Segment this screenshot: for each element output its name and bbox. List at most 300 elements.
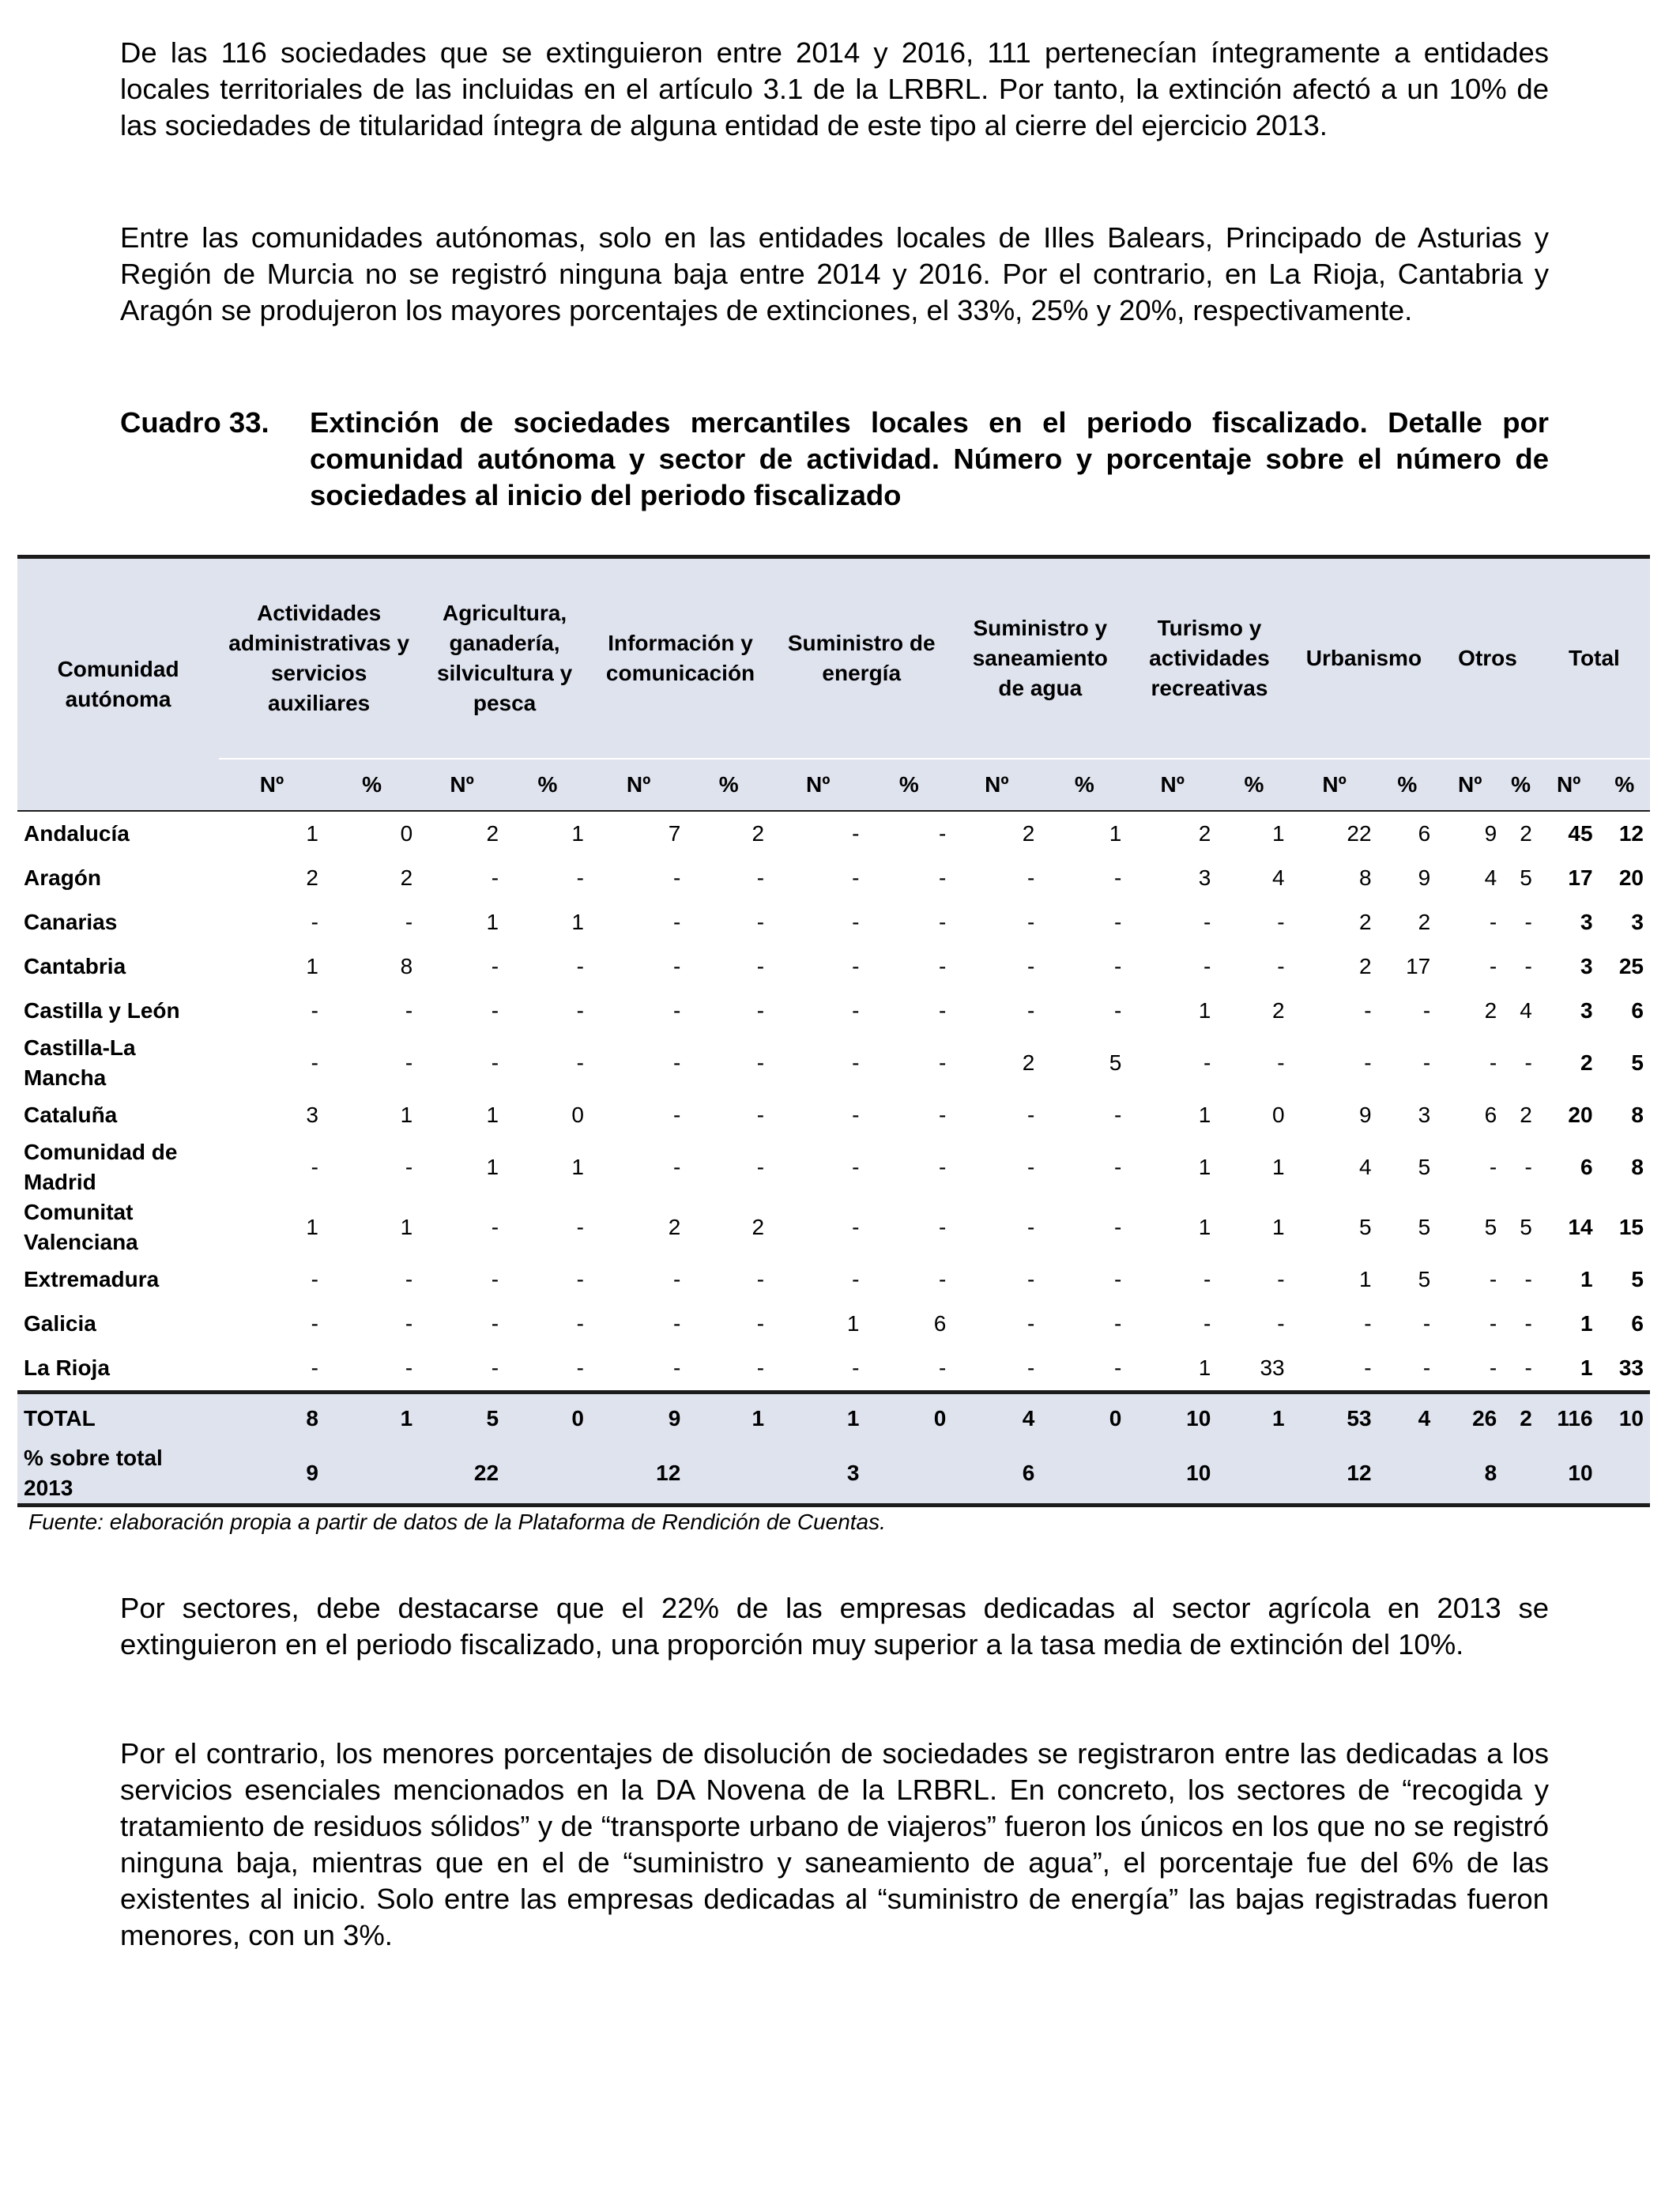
cell-percent xyxy=(1041,1443,1128,1506)
cell-percent: - xyxy=(756,1050,765,1075)
cell-count: 9 xyxy=(590,1393,687,1444)
cell-percent: - xyxy=(1113,910,1122,934)
cell-percent: - xyxy=(405,1050,413,1075)
cell-count: - xyxy=(1027,1215,1035,1239)
row-label: Comunitat Valenciana xyxy=(24,1200,138,1254)
cell-count: - xyxy=(311,1155,318,1179)
cell-count: 8 xyxy=(1358,865,1372,890)
cell-percent: - xyxy=(1113,1355,1122,1380)
cell-percent: - xyxy=(939,954,947,978)
cell-count: - xyxy=(491,865,499,890)
cell-count: - xyxy=(672,1050,681,1075)
cell-percent: 5 xyxy=(1631,1267,1644,1291)
cell-count: - xyxy=(1203,910,1211,934)
cell-count: - xyxy=(311,1311,318,1336)
table-row xyxy=(17,1346,1650,1393)
header-row-sub xyxy=(17,759,1650,811)
cell-count: 5 xyxy=(419,1393,505,1444)
cell-count: 12 xyxy=(1291,1443,1378,1506)
cell-count: - xyxy=(852,1267,860,1291)
sub-header-n: Nº xyxy=(419,759,505,811)
cell-count: - xyxy=(1489,1050,1497,1075)
cell-count: - xyxy=(852,1355,860,1380)
cell-percent: - xyxy=(1422,1355,1431,1380)
cell-percent xyxy=(1378,1443,1437,1506)
cell-count: 1 xyxy=(1198,1103,1211,1127)
cell-percent: - xyxy=(756,1103,765,1127)
cell-count: 1 xyxy=(1358,1267,1372,1291)
cell-count: - xyxy=(672,1267,681,1291)
cell-percent: - xyxy=(1277,1267,1285,1291)
cell-percent: - xyxy=(756,1267,765,1291)
cell-count: 116 xyxy=(1539,1393,1599,1444)
cell-percent: - xyxy=(939,1050,947,1075)
cell-count: - xyxy=(672,998,681,1023)
cell-count: 2 xyxy=(1358,910,1372,934)
cell-count: 3 xyxy=(770,1443,865,1506)
row-label: Extremadura xyxy=(24,1267,160,1291)
cell-percent: 1 xyxy=(505,811,590,856)
cell-percent xyxy=(1599,1443,1650,1506)
cell-percent: 5 xyxy=(1418,1155,1431,1179)
cell-percent: - xyxy=(576,1355,584,1380)
cell-percent: - xyxy=(756,910,765,934)
row-label: La Rioja xyxy=(24,1355,110,1380)
cell-count: 26 xyxy=(1437,1393,1503,1444)
row-label: Castilla y León xyxy=(24,998,180,1023)
cell-percent xyxy=(865,1443,952,1506)
cell-percent: 5 xyxy=(1109,1050,1122,1075)
cell-percent: 1 xyxy=(1272,1215,1285,1239)
cell-percent: - xyxy=(939,865,947,890)
row-label: Cataluña xyxy=(24,1103,118,1127)
sub-header-pct: % xyxy=(1503,759,1539,811)
cell-count: - xyxy=(491,1355,499,1380)
header-group: Otros xyxy=(1437,557,1539,760)
table-total-row xyxy=(17,1443,1650,1506)
cell-percent: 17 xyxy=(1406,954,1431,978)
cell-count: - xyxy=(852,1050,860,1075)
cell-percent: - xyxy=(939,1355,947,1380)
cell-percent: 6 xyxy=(933,1311,947,1336)
sub-header-n: Nº xyxy=(1291,759,1378,811)
cell-count: 2 xyxy=(1022,1050,1035,1075)
cell-count: 8 xyxy=(1437,1443,1503,1506)
sub-header-pct: % xyxy=(1599,759,1650,811)
cell-count: - xyxy=(852,910,860,934)
cell-count: - xyxy=(672,865,681,890)
cell-count: - xyxy=(1203,954,1211,978)
cell-percent xyxy=(325,1443,419,1506)
cell-percent: - xyxy=(756,998,765,1023)
cell-percent: 10 xyxy=(1599,1393,1650,1444)
cell-count: - xyxy=(491,1267,499,1291)
cell-percent: 3 xyxy=(1418,1103,1431,1127)
cell-percent: 2 xyxy=(400,865,413,890)
cell-count: 45 xyxy=(1539,811,1599,856)
cell-count: - xyxy=(1203,1311,1211,1336)
cell-percent: 8 xyxy=(1631,1103,1644,1127)
cell-percent: - xyxy=(1524,1155,1532,1179)
paragraph-3: Por sectores, debe destacarse que el 22% de las empresas dedicadas al sector agrícola en 2013 se extinguieron en el periodo fiscalizado, una proporción muy superior a la tasa media de extinción del 10%. xyxy=(120,1592,1549,1661)
cell-count: - xyxy=(1364,1050,1372,1075)
cell-count: - xyxy=(311,998,318,1023)
cell-percent: 33 xyxy=(1260,1355,1285,1380)
cell-count: 1 xyxy=(1198,1355,1211,1380)
cell-percent: - xyxy=(576,1050,584,1075)
cell-count: 5 xyxy=(1358,1215,1372,1239)
cell-count: 2 xyxy=(1484,998,1497,1023)
sub-header-n: Nº xyxy=(1128,759,1217,811)
cell-percent: - xyxy=(1524,910,1532,934)
cell-count: 2 xyxy=(419,811,505,856)
cell-percent: 8 xyxy=(400,954,413,978)
cell-count: 53 xyxy=(1291,1393,1378,1444)
cell-percent: - xyxy=(405,1267,413,1291)
cell-percent: 0 xyxy=(1272,1103,1285,1127)
cell-percent: 4 xyxy=(1520,998,1532,1023)
cell-percent: - xyxy=(405,1355,413,1380)
cell-count: - xyxy=(491,1311,499,1336)
sub-header-pct: % xyxy=(687,759,770,811)
cell-percent: - xyxy=(576,998,584,1023)
table-row xyxy=(17,1033,1650,1093)
row-label: Aragón xyxy=(24,865,101,890)
cell-count: - xyxy=(1027,865,1035,890)
cell-percent: 1 xyxy=(1217,1393,1290,1444)
cell-percent: - xyxy=(1113,865,1122,890)
cell-count: 1 xyxy=(1580,1355,1593,1380)
cell-percent: - xyxy=(576,1311,584,1336)
cell-percent: - xyxy=(1277,954,1285,978)
row-label: Castilla-La Mancha xyxy=(24,1035,136,1090)
cell-percent: - xyxy=(1277,1050,1285,1075)
cell-percent: 1 xyxy=(400,1103,413,1127)
header-group: Suministro y saneamiento de agua xyxy=(952,557,1128,760)
cell-percent: - xyxy=(405,1155,413,1179)
cell-count: 8 xyxy=(219,1393,325,1444)
header-group: Suministro de energía xyxy=(770,557,952,760)
cell-count: 3 xyxy=(1580,954,1593,978)
cell-percent: 1 xyxy=(400,1215,413,1239)
cell-percent: - xyxy=(405,1311,413,1336)
cell-percent: - xyxy=(405,910,413,934)
cell-percent: 8 xyxy=(1631,1155,1644,1179)
cell-percent: - xyxy=(756,865,765,890)
cell-count: - xyxy=(311,910,318,934)
cell-count: 1 xyxy=(1198,998,1211,1023)
cell-percent: 5 xyxy=(1418,1215,1431,1239)
table-row xyxy=(17,1137,1650,1197)
cell-percent: - xyxy=(865,811,952,856)
cell-percent: 5 xyxy=(1520,865,1532,890)
table-row xyxy=(17,1197,1650,1257)
cell-percent: 0 xyxy=(571,1103,584,1127)
cell-count: - xyxy=(852,954,860,978)
row-label: TOTAL xyxy=(17,1393,219,1444)
cell-percent: 5 xyxy=(1520,1215,1532,1239)
cell-count: 6 xyxy=(1580,1155,1593,1179)
cell-count: 14 xyxy=(1568,1215,1593,1239)
cell-count: - xyxy=(1027,910,1035,934)
cell-count: - xyxy=(491,954,499,978)
cell-percent: - xyxy=(939,1103,947,1127)
cell-count: 3 xyxy=(1198,865,1211,890)
table-row xyxy=(17,1302,1650,1346)
row-label: Cantabria xyxy=(24,954,126,978)
cell-count: - xyxy=(1027,954,1035,978)
cell-percent: 2 xyxy=(1503,811,1539,856)
sub-header-n: Nº xyxy=(590,759,687,811)
cell-count: - xyxy=(1364,1311,1372,1336)
cell-count: - xyxy=(1027,1311,1035,1336)
cell-count: 3 xyxy=(306,1103,318,1127)
cell-percent: - xyxy=(576,954,584,978)
cell-percent: 1 xyxy=(1217,811,1290,856)
cell-percent: - xyxy=(1422,998,1431,1023)
header-comunidad: Comunidad autónoma xyxy=(17,557,219,812)
cell-count: - xyxy=(672,910,681,934)
sub-header-n: Nº xyxy=(1437,759,1503,811)
cell-count: - xyxy=(852,1215,860,1239)
cell-count: - xyxy=(852,865,860,890)
cell-count: - xyxy=(1489,1355,1497,1380)
cell-count: - xyxy=(1489,910,1497,934)
sub-header-n: Nº xyxy=(219,759,325,811)
cell-count: - xyxy=(672,1103,681,1127)
cell-percent: - xyxy=(1113,1311,1122,1336)
cell-count: 1 xyxy=(219,811,325,856)
cell-count: - xyxy=(852,1103,860,1127)
row-label: % sobre total 2013 xyxy=(17,1443,219,1506)
header-group: Información y comunicación xyxy=(590,557,770,760)
cell-percent: - xyxy=(1113,1103,1122,1127)
cell-percent: 6 xyxy=(1631,1311,1644,1336)
cell-percent: - xyxy=(1524,1050,1532,1075)
cell-count: 17 xyxy=(1568,865,1593,890)
sub-header-n: Nº xyxy=(952,759,1041,811)
cell-percent: 5 xyxy=(1631,1050,1644,1075)
cell-count: - xyxy=(1364,1355,1372,1380)
cell-percent: - xyxy=(1422,1311,1431,1336)
cell-count: 9 xyxy=(1358,1103,1372,1127)
cell-count: 1 xyxy=(306,1215,318,1239)
cell-percent: 1 xyxy=(571,910,584,934)
header-group: Actividades administrativas y servicios auxiliares xyxy=(219,557,419,760)
table-row xyxy=(17,811,1650,856)
cell-count: 12 xyxy=(590,1443,687,1506)
cell-percent: 1 xyxy=(687,1393,770,1444)
cell-count: 4 xyxy=(1358,1155,1372,1179)
cell-count: 2 xyxy=(1128,811,1217,856)
cell-count: 1 xyxy=(486,1103,499,1127)
sub-header-n: Nº xyxy=(770,759,865,811)
cell-count: - xyxy=(672,1355,681,1380)
cell-count: - xyxy=(1489,1311,1497,1336)
cell-count: - xyxy=(1027,998,1035,1023)
cell-percent: 2 xyxy=(1272,998,1285,1023)
cell-percent: 2 xyxy=(1503,1393,1539,1444)
cell-count: - xyxy=(1489,1267,1497,1291)
cell-percent: - xyxy=(756,954,765,978)
sub-header-pct: % xyxy=(865,759,952,811)
cell-count: - xyxy=(311,1050,318,1075)
cell-count: 1 xyxy=(770,1393,865,1444)
cell-count: 10 xyxy=(1539,1443,1599,1506)
cell-count: - xyxy=(672,1155,681,1179)
row-label: Andalucía xyxy=(17,811,219,856)
cell-percent: 15 xyxy=(1618,1215,1644,1239)
cell-count: 6 xyxy=(952,1443,1041,1506)
cell-percent xyxy=(505,1443,590,1506)
cell-count: 7 xyxy=(590,811,687,856)
header-row-groups xyxy=(17,557,1650,760)
cell-count: - xyxy=(672,954,681,978)
cell-count: - xyxy=(311,1267,318,1291)
cell-count: - xyxy=(491,1050,499,1075)
cell-percent: - xyxy=(1113,998,1122,1023)
cell-count: 1 xyxy=(846,1311,860,1336)
cell-percent: - xyxy=(939,1267,947,1291)
sub-header-pct: % xyxy=(1041,759,1128,811)
cell-percent xyxy=(687,1443,770,1506)
cell-percent: 1 xyxy=(1272,1155,1285,1179)
cell-percent: - xyxy=(756,1311,765,1336)
paragraph-1: De las 116 sociedades que se extinguieron entre 2014 y 2016, 111 pertenecían íntegramente a entidades locales territoriales de las incluidas en el artículo 3.1 de la LRBRL. Por tanto, la extinción afectó a un 10% de las sociedades de titularidad íntegra de alguna entidad de este tipo al cierre del ejercicio 2013. xyxy=(120,36,1549,141)
cell-percent: - xyxy=(1524,1267,1532,1291)
cell-percent: 2 xyxy=(1520,1103,1532,1127)
table-total-row xyxy=(17,1393,1650,1444)
cell-percent: - xyxy=(1113,1215,1122,1239)
cell-percent: 1 xyxy=(1041,811,1128,856)
cell-percent: 12 xyxy=(1599,811,1650,856)
table-row xyxy=(17,1093,1650,1137)
cell-percent: - xyxy=(576,865,584,890)
table-source-note: Fuente: elaboración propia a partir de datos de la Plataforma de Rendición de Cuentas. xyxy=(28,1510,886,1534)
caption-label: Cuadro 33. xyxy=(120,406,269,439)
cell-count: - xyxy=(1203,1267,1211,1291)
cell-count: 22 xyxy=(419,1443,505,1506)
sub-header-pct: % xyxy=(1378,759,1437,811)
cell-percent: - xyxy=(1113,1155,1122,1179)
cell-count: 1 xyxy=(486,910,499,934)
cell-percent: 5 xyxy=(1418,1267,1431,1291)
cell-count: 1 xyxy=(1198,1215,1211,1239)
table-row xyxy=(17,856,1650,900)
table-row xyxy=(17,989,1650,1033)
cell-count: - xyxy=(852,1155,860,1179)
cell-count: 2 xyxy=(1580,1050,1593,1075)
cell-count: 6 xyxy=(1484,1103,1497,1127)
table-row xyxy=(17,900,1650,944)
cell-count: 5 xyxy=(1484,1215,1497,1239)
cell-count: - xyxy=(1027,1155,1035,1179)
cell-count: 2 xyxy=(1358,954,1372,978)
table-row xyxy=(17,944,1650,989)
sub-header-n: Nº xyxy=(1539,759,1599,811)
cell-count: 20 xyxy=(1568,1103,1593,1127)
cell-percent: - xyxy=(756,1355,765,1380)
cell-percent: - xyxy=(1277,910,1285,934)
cell-percent: - xyxy=(939,998,947,1023)
cell-percent: 2 xyxy=(687,811,770,856)
cell-count: - xyxy=(491,998,499,1023)
cell-count: - xyxy=(1027,1355,1035,1380)
cell-percent: - xyxy=(405,998,413,1023)
header-group: Urbanismo xyxy=(1291,557,1437,760)
cell-percent: 2 xyxy=(751,1215,765,1239)
cell-percent: 2 xyxy=(1418,910,1431,934)
cell-count: - xyxy=(1203,1050,1211,1075)
cell-count: 4 xyxy=(1484,865,1497,890)
cell-percent: - xyxy=(939,1155,947,1179)
sub-header-pct: % xyxy=(1217,759,1290,811)
cell-percent: 1 xyxy=(571,1155,584,1179)
header-group: Turismo y actividades recreativas xyxy=(1128,557,1290,760)
cell-count: - xyxy=(1027,1103,1035,1127)
cell-count: 1 xyxy=(1580,1311,1593,1336)
caption-text: Extinción de sociedades mercantiles locales en el periodo fiscalizado. Detalle por comunidad autónoma y sector de actividad. Número y porcentaje sobre el número de sociedades al inicio del periodo fiscalizado xyxy=(310,406,1549,511)
row-label: Comunidad de Madrid xyxy=(24,1140,178,1194)
extinction-table xyxy=(17,555,1650,1507)
cell-percent: 4 xyxy=(1378,1393,1437,1444)
table-container xyxy=(17,555,1650,1507)
table-body xyxy=(17,811,1650,1506)
cell-count: - xyxy=(1027,1267,1035,1291)
cell-percent: - xyxy=(576,1267,584,1291)
cell-percent: - xyxy=(576,1215,584,1239)
cell-percent: - xyxy=(1524,954,1532,978)
cell-percent: 0 xyxy=(865,1393,952,1444)
cell-count: - xyxy=(770,811,865,856)
cell-percent: - xyxy=(939,910,947,934)
cell-percent: - xyxy=(1524,1311,1532,1336)
cell-count: 3 xyxy=(1580,910,1593,934)
cell-percent: 9 xyxy=(1418,865,1431,890)
cell-count: - xyxy=(672,1311,681,1336)
sub-header-pct: % xyxy=(325,759,419,811)
cell-count: - xyxy=(852,998,860,1023)
cell-percent: - xyxy=(1422,1050,1431,1075)
cell-percent: - xyxy=(1113,954,1122,978)
cell-count: 3 xyxy=(1580,998,1593,1023)
cell-percent: 33 xyxy=(1618,1355,1644,1380)
cell-percent: - xyxy=(1113,1267,1122,1291)
cell-percent: 25 xyxy=(1618,954,1644,978)
table-row xyxy=(17,1257,1650,1302)
header-group: Agricultura, ganadería, silvicultura y pesca xyxy=(419,557,590,760)
cell-percent: 0 xyxy=(505,1393,590,1444)
cell-count: 9 xyxy=(1437,811,1503,856)
cell-percent xyxy=(1503,1443,1539,1506)
cell-percent: 0 xyxy=(1041,1393,1128,1444)
cell-percent: 6 xyxy=(1378,811,1437,856)
cell-count: 2 xyxy=(306,865,318,890)
cell-count: 10 xyxy=(1128,1393,1217,1444)
cell-count: - xyxy=(491,1215,499,1239)
cell-percent: 3 xyxy=(1631,910,1644,934)
cell-count: - xyxy=(1364,998,1372,1023)
cell-percent: - xyxy=(756,1155,765,1179)
cell-percent xyxy=(1217,1443,1290,1506)
cell-percent: 1 xyxy=(325,1393,419,1444)
cell-percent: 20 xyxy=(1618,865,1644,890)
cell-count: 1 xyxy=(486,1155,499,1179)
cell-count: 1 xyxy=(306,954,318,978)
row-label: Canarias xyxy=(24,910,118,934)
row-label: Galicia xyxy=(24,1311,96,1336)
cell-count: 4 xyxy=(952,1393,1041,1444)
